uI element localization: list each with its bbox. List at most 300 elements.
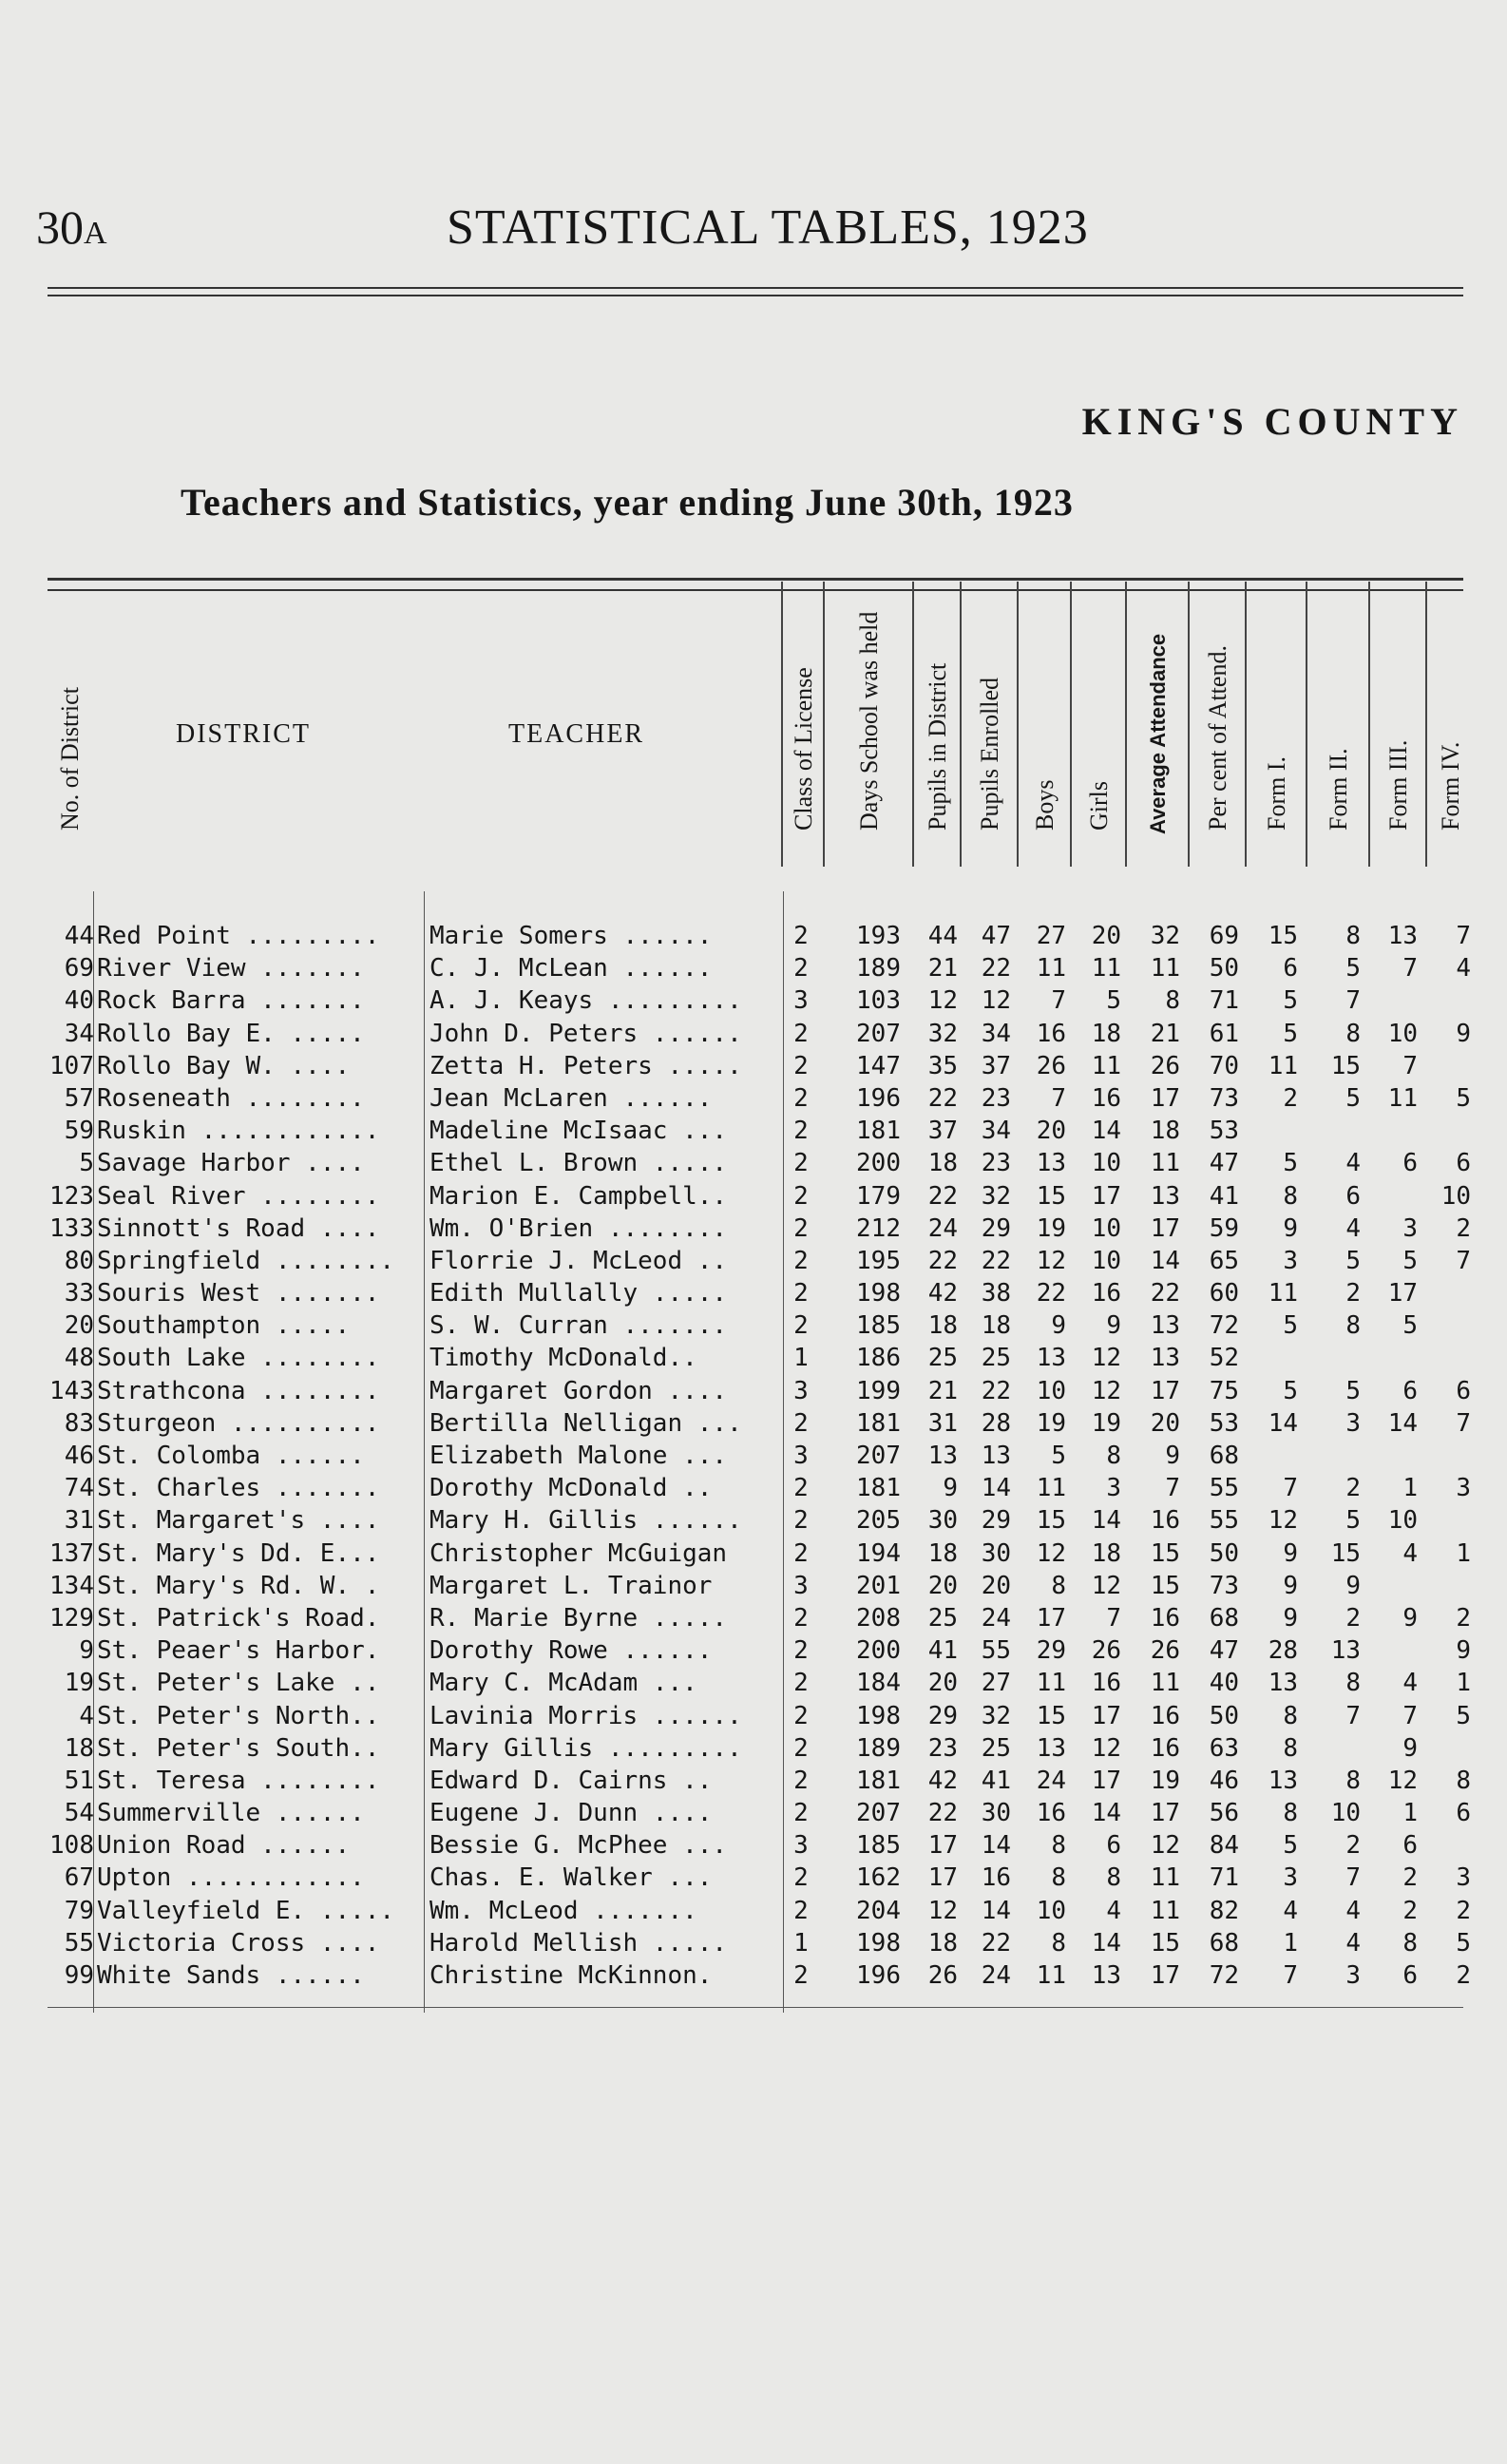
pupils-enrolled: 24	[981, 1603, 1011, 1633]
girls: 14	[1091, 1506, 1121, 1536]
license-class: 2	[793, 1181, 809, 1211]
average-attendance: 11	[1150, 1149, 1180, 1178]
table-row	[0, 1829, 1507, 1862]
pupils-enrolled: 32	[981, 1181, 1011, 1211]
percent-attendance: 56	[1209, 1799, 1239, 1828]
header-district: DISTRICT	[176, 719, 311, 749]
district-name: Victoria Cross ....	[97, 1928, 380, 1958]
girls: 12	[1091, 1571, 1121, 1600]
district-name: Sturgeon ..........	[97, 1408, 380, 1438]
header-pct	[1188, 582, 1247, 867]
header-rule	[48, 287, 1463, 289]
girls: 12	[1091, 1376, 1121, 1405]
form-3: 6	[1402, 1831, 1418, 1861]
days-held: 204	[856, 1896, 901, 1925]
pupils-enrolled: 38	[981, 1279, 1011, 1308]
percent-attendance: 72	[1209, 1311, 1239, 1341]
girls: 10	[1091, 1246, 1121, 1275]
teacher-name: John D. Peters ......	[429, 1019, 742, 1048]
form-3: 7	[1402, 954, 1418, 984]
girls: 8	[1106, 1863, 1121, 1893]
average-attendance: 16	[1150, 1506, 1180, 1536]
percent-attendance: 46	[1209, 1766, 1239, 1795]
pupils-in-district: 35	[927, 1051, 958, 1080]
boys: 13	[1036, 1344, 1066, 1373]
average-attendance: 13	[1150, 1344, 1180, 1373]
form-2: 13	[1330, 1636, 1361, 1666]
page-number	[36, 200, 107, 255]
average-attendance: 32	[1150, 922, 1180, 950]
district-name: Rollo Bay W. ....	[97, 1051, 351, 1080]
table-row	[0, 1538, 1507, 1570]
form-2: 4	[1345, 1928, 1361, 1958]
form-1: 5	[1283, 1311, 1298, 1341]
pupils-in-district: 31	[927, 1408, 958, 1438]
average-attendance: 26	[1150, 1636, 1180, 1666]
table-row	[0, 1018, 1507, 1050]
header-girls-label: Girls	[1085, 781, 1113, 831]
days-held: 103	[856, 986, 901, 1016]
form-1: 3	[1283, 1863, 1298, 1893]
district-number: 19	[64, 1669, 94, 1698]
table-row	[0, 1570, 1507, 1602]
district-name: St. Peter's North..	[97, 1701, 380, 1730]
district-number: 67	[64, 1863, 94, 1893]
days-held: 205	[856, 1506, 901, 1536]
table-body	[0, 920, 1507, 1992]
days-held: 199	[856, 1376, 901, 1405]
district-number: 74	[64, 1474, 94, 1503]
days-held: 201	[856, 1571, 901, 1600]
table-row	[0, 1732, 1507, 1765]
table-row	[0, 1115, 1507, 1147]
district-number: 33	[64, 1279, 94, 1308]
pupils-in-district: 37	[927, 1117, 958, 1146]
pupils-in-district: 26	[927, 1961, 958, 1990]
form-2: 4	[1345, 1213, 1361, 1243]
header-avg	[1125, 582, 1190, 867]
girls: 14	[1091, 1117, 1121, 1146]
header-rule-2	[48, 295, 1463, 296]
table-row	[0, 1862, 1507, 1894]
form-4: 3	[1456, 1863, 1471, 1893]
pupils-in-district: 22	[927, 1083, 958, 1113]
district-name: Southampton .....	[97, 1311, 351, 1341]
boys: 8	[1051, 1571, 1066, 1600]
district-name: Rock Barra .......	[97, 986, 365, 1016]
pupils-in-district: 41	[927, 1636, 958, 1666]
pupils-enrolled: 34	[981, 1117, 1011, 1146]
girls: 7	[1106, 1603, 1121, 1633]
percent-attendance: 53	[1209, 1117, 1239, 1146]
days-held: 193	[856, 922, 901, 950]
table-row	[0, 1634, 1507, 1667]
form-3: 4	[1402, 1538, 1418, 1568]
table-row	[0, 1927, 1507, 1959]
page-number-value: 30	[36, 201, 84, 254]
form-3: 10	[1387, 1019, 1418, 1048]
district-name: Ruskin ............	[97, 1117, 380, 1146]
average-attendance: 12	[1150, 1831, 1180, 1861]
county-title: KING'S COUNTY	[1081, 400, 1463, 443]
days-held: 179	[856, 1181, 901, 1211]
table-subtitle: Teachers and Statistics, year ending June 30th, 1923	[181, 481, 1074, 524]
district-number: 20	[64, 1311, 94, 1341]
percent-attendance: 82	[1209, 1896, 1239, 1925]
days-held: 212	[856, 1213, 901, 1243]
district-number: 54	[64, 1799, 94, 1828]
teacher-name: Wm. O'Brien ........	[429, 1213, 728, 1243]
average-attendance: 19	[1150, 1766, 1180, 1795]
form-3: 12	[1387, 1766, 1418, 1795]
boys: 10	[1036, 1376, 1066, 1405]
girls: 5	[1106, 986, 1121, 1016]
pupils-enrolled: 22	[981, 1246, 1011, 1275]
pupils-in-district: 20	[927, 1571, 958, 1600]
form-2: 3	[1345, 1408, 1361, 1438]
average-attendance: 13	[1150, 1181, 1180, 1211]
pupils-enrolled: 16	[981, 1863, 1011, 1893]
district-number: 79	[64, 1896, 94, 1925]
percent-attendance: 68	[1209, 1603, 1239, 1633]
district-name: St. Mary's Rd. W. .	[97, 1571, 380, 1600]
boys: 7	[1051, 986, 1066, 1016]
form-4: 7	[1456, 922, 1471, 950]
district-name: St. Colomba ......	[97, 1442, 365, 1470]
table-row	[0, 1082, 1507, 1115]
teacher-name: Mary Gillis .........	[429, 1733, 742, 1763]
teacher-name: Madeline McIsaac ...	[429, 1117, 728, 1146]
days-held: 181	[856, 1766, 901, 1795]
average-attendance: 11	[1150, 1896, 1180, 1925]
percent-attendance: 70	[1209, 1051, 1239, 1080]
pupils-enrolled: 13	[981, 1442, 1011, 1470]
pupils-in-district: 22	[927, 1246, 958, 1275]
district-number: 107	[49, 1051, 94, 1080]
boys: 12	[1036, 1246, 1066, 1275]
district-name: Strathcona ........	[97, 1376, 380, 1405]
teacher-name: Wm. McLeod .......	[429, 1896, 697, 1925]
boys: 26	[1036, 1051, 1066, 1080]
district-number: 134	[49, 1571, 94, 1600]
pupils-enrolled: 20	[981, 1571, 1011, 1600]
table-row	[0, 1277, 1507, 1309]
district-name: St. Charles .......	[97, 1474, 380, 1503]
percent-attendance: 50	[1209, 1701, 1239, 1730]
form-3: 14	[1387, 1408, 1418, 1438]
header-days-label: Days School was held	[855, 611, 883, 831]
pupils-in-district: 20	[927, 1669, 958, 1698]
boys: 24	[1036, 1766, 1066, 1795]
boys: 16	[1036, 1019, 1066, 1048]
header-pupils-district-label: Pupils in District	[924, 662, 951, 831]
district-name: St. Patrick's Road.	[97, 1603, 380, 1633]
district-name: Roseneath ........	[97, 1083, 365, 1113]
boys: 5	[1051, 1442, 1066, 1470]
pupils-enrolled: 47	[981, 922, 1011, 950]
header-form2	[1306, 582, 1370, 867]
district-number: 34	[64, 1019, 94, 1048]
license-class: 3	[793, 986, 809, 1016]
form-2: 8	[1345, 922, 1361, 950]
form-2: 2	[1345, 1603, 1361, 1633]
form-2: 8	[1345, 1766, 1361, 1795]
boys: 19	[1036, 1213, 1066, 1243]
boys: 8	[1051, 1928, 1066, 1958]
percent-attendance: 40	[1209, 1669, 1239, 1698]
teacher-name: Florrie J. McLeod ..	[429, 1246, 728, 1275]
pupils-in-district: 29	[927, 1701, 958, 1730]
district-name: Savage Harbor ....	[97, 1149, 365, 1178]
table-row	[0, 1765, 1507, 1797]
pupils-enrolled: 25	[981, 1733, 1011, 1763]
form-3: 17	[1387, 1279, 1418, 1308]
form-4: 6	[1456, 1149, 1471, 1178]
license-class: 2	[793, 1311, 809, 1341]
header-form4	[1425, 582, 1475, 867]
boys: 15	[1036, 1181, 1066, 1211]
form-2: 15	[1330, 1538, 1361, 1568]
district-name: Summerville ......	[97, 1799, 365, 1828]
form-1: 2	[1283, 1083, 1298, 1113]
form-3: 4	[1402, 1669, 1418, 1698]
form-1: 13	[1268, 1669, 1298, 1698]
form-2: 4	[1345, 1896, 1361, 1925]
table-top-rule	[48, 578, 1463, 581]
form-1: 9	[1283, 1603, 1298, 1633]
pupils-enrolled: 30	[981, 1538, 1011, 1568]
license-class: 2	[793, 954, 809, 984]
teacher-name: Bessie G. McPhee ...	[429, 1831, 728, 1861]
boys: 15	[1036, 1701, 1066, 1730]
pupils-in-district: 18	[927, 1928, 958, 1958]
district-name: Sinnott's Road ....	[97, 1213, 380, 1243]
table-row	[0, 1407, 1507, 1440]
form-2: 8	[1345, 1669, 1361, 1698]
form-1: 7	[1283, 1961, 1298, 1990]
district-number: 133	[49, 1213, 94, 1243]
header-pupils-district	[912, 582, 962, 867]
form-4: 7	[1456, 1246, 1471, 1275]
percent-attendance: 55	[1209, 1474, 1239, 1503]
table-row	[0, 1472, 1507, 1504]
pupils-enrolled: 18	[981, 1311, 1011, 1341]
pupils-enrolled: 37	[981, 1051, 1011, 1080]
license-class: 2	[793, 1408, 809, 1438]
form-4: 9	[1456, 1019, 1471, 1048]
teacher-name: S. W. Curran .......	[429, 1311, 728, 1341]
pupils-in-district: 25	[927, 1603, 958, 1633]
form-2: 2	[1345, 1831, 1361, 1861]
form-3: 10	[1387, 1506, 1418, 1536]
percent-attendance: 84	[1209, 1831, 1239, 1861]
form-1: 11	[1268, 1051, 1298, 1080]
form-4: 6	[1456, 1376, 1471, 1405]
form-4: 2	[1456, 1961, 1471, 1990]
form-2: 6	[1345, 1181, 1361, 1211]
average-attendance: 18	[1150, 1117, 1180, 1146]
pupils-in-district: 12	[927, 986, 958, 1016]
boys: 20	[1036, 1117, 1066, 1146]
average-attendance: 20	[1150, 1408, 1180, 1438]
header-teacher: TEACHER	[508, 719, 645, 749]
pupils-in-district: 17	[927, 1831, 958, 1861]
percent-attendance: 73	[1209, 1083, 1239, 1113]
girls: 16	[1091, 1279, 1121, 1308]
pupils-enrolled: 22	[981, 954, 1011, 984]
teacher-name: Edward D. Cairns ..	[429, 1766, 713, 1795]
pupils-in-district: 42	[927, 1279, 958, 1308]
district-name: Springfield ........	[97, 1246, 395, 1275]
days-held: 198	[856, 1279, 901, 1308]
form-3: 7	[1402, 1051, 1418, 1080]
form-3: 1	[1402, 1799, 1418, 1828]
boys: 22	[1036, 1279, 1066, 1308]
page-header	[0, 200, 1507, 266]
form-4: 7	[1456, 1408, 1471, 1438]
average-attendance: 17	[1150, 1213, 1180, 1243]
district-number: 18	[64, 1733, 94, 1763]
table-bottom-rule	[48, 2007, 1463, 2008]
form-4: 3	[1456, 1474, 1471, 1503]
form-1: 6	[1283, 954, 1298, 984]
boys: 11	[1036, 1474, 1066, 1503]
form-1: 5	[1283, 986, 1298, 1016]
average-attendance: 16	[1150, 1733, 1180, 1763]
days-held: 181	[856, 1117, 901, 1146]
license-class: 2	[793, 1799, 809, 1828]
teacher-name: R. Marie Byrne .....	[429, 1603, 728, 1633]
teacher-name: Dorothy Rowe ......	[429, 1636, 713, 1666]
form-4: 5	[1456, 1928, 1471, 1958]
form-2: 7	[1345, 1701, 1361, 1730]
teacher-name: Elizabeth Malone ...	[429, 1442, 728, 1470]
boys: 17	[1036, 1603, 1066, 1633]
form-2: 8	[1345, 1311, 1361, 1341]
girls: 18	[1091, 1538, 1121, 1568]
district-name: St. Peter's South..	[97, 1733, 380, 1763]
district-name: South Lake ........	[97, 1344, 380, 1373]
table-row	[0, 1309, 1507, 1342]
girls: 19	[1091, 1408, 1121, 1438]
form-4: 2	[1456, 1213, 1471, 1243]
table-row	[0, 1504, 1507, 1537]
teacher-name: Marion E. Campbell..	[429, 1181, 728, 1211]
pupils-in-district: 21	[927, 954, 958, 984]
boys: 15	[1036, 1506, 1066, 1536]
girls: 6	[1106, 1831, 1121, 1861]
district-number: 44	[64, 922, 94, 950]
form-3: 6	[1402, 1961, 1418, 1990]
district-number: 51	[64, 1766, 94, 1795]
boys: 10	[1036, 1896, 1066, 1925]
district-number: 5	[79, 1149, 94, 1178]
form-4: 2	[1456, 1896, 1471, 1925]
boys: 13	[1036, 1733, 1066, 1763]
boys: 11	[1036, 954, 1066, 984]
teacher-name: Ethel L. Brown .....	[429, 1149, 728, 1178]
district-name: Valleyfield E. .....	[97, 1896, 395, 1925]
table-row	[0, 1602, 1507, 1634]
district-name: Rollo Bay E. .....	[97, 1019, 365, 1048]
district-name: River View .......	[97, 954, 365, 984]
district-number: 40	[64, 986, 94, 1016]
average-attendance: 15	[1150, 1571, 1180, 1600]
average-attendance: 17	[1150, 1799, 1180, 1828]
pupils-in-district: 44	[927, 922, 958, 950]
average-attendance: 17	[1150, 1376, 1180, 1405]
pupils-enrolled: 12	[981, 986, 1011, 1016]
percent-attendance: 75	[1209, 1376, 1239, 1405]
days-held: 181	[856, 1408, 901, 1438]
pupils-in-district: 18	[927, 1311, 958, 1341]
percent-attendance: 60	[1209, 1279, 1239, 1308]
form-1: 5	[1283, 1149, 1298, 1178]
percent-attendance: 65	[1209, 1246, 1239, 1275]
days-held: 189	[856, 1733, 901, 1763]
district-name: Red Point .........	[97, 922, 380, 950]
form-4: 4	[1456, 954, 1471, 984]
percent-attendance: 47	[1209, 1149, 1239, 1178]
table-header	[0, 582, 1507, 867]
form-2: 3	[1345, 1961, 1361, 1990]
header-girls	[1070, 582, 1127, 867]
days-held: 198	[856, 1928, 901, 1958]
teacher-name: Mary C. McAdam ...	[429, 1669, 697, 1698]
license-class: 2	[793, 1896, 809, 1925]
percent-attendance: 41	[1209, 1181, 1239, 1211]
district-name: Union Road ......	[97, 1831, 351, 1861]
page-title: STATISTICAL TABLES, 1923	[447, 201, 1089, 255]
pupils-enrolled: 22	[981, 1376, 1011, 1405]
percent-attendance: 55	[1209, 1506, 1239, 1536]
teacher-name: Harold Mellish .....	[429, 1928, 728, 1958]
percent-attendance: 73	[1209, 1571, 1239, 1600]
form-2: 15	[1330, 1051, 1361, 1080]
table-row	[0, 1050, 1507, 1082]
percent-attendance: 50	[1209, 1538, 1239, 1568]
pupils-in-district: 12	[927, 1896, 958, 1925]
form-1: 9	[1283, 1571, 1298, 1600]
header-pct-label: Per cent of Attend.	[1204, 645, 1231, 831]
pupils-in-district: 25	[927, 1344, 958, 1373]
girls: 16	[1091, 1083, 1121, 1113]
boys: 19	[1036, 1408, 1066, 1438]
percent-attendance: 53	[1209, 1408, 1239, 1438]
district-number: 55	[64, 1928, 94, 1958]
pupils-enrolled: 23	[981, 1083, 1011, 1113]
pupils-in-district: 17	[927, 1863, 958, 1893]
table-row	[0, 1895, 1507, 1927]
page-number-suffix: A	[84, 216, 107, 251]
table-row	[0, 1440, 1507, 1472]
pupils-in-district: 18	[927, 1149, 958, 1178]
days-held: 194	[856, 1538, 901, 1568]
form-2: 5	[1345, 1376, 1361, 1405]
form-3: 8	[1402, 1928, 1418, 1958]
header-class	[781, 582, 825, 867]
days-held: 196	[856, 1961, 901, 1990]
days-held: 195	[856, 1246, 901, 1275]
form-1: 8	[1283, 1181, 1298, 1211]
pupils-in-district: 22	[927, 1799, 958, 1828]
pupils-enrolled: 30	[981, 1799, 1011, 1828]
boys: 13	[1036, 1149, 1066, 1178]
girls: 11	[1091, 954, 1121, 984]
boys: 9	[1051, 1311, 1066, 1341]
header-pupils-enrolled	[960, 582, 1019, 867]
table-row	[0, 984, 1507, 1017]
